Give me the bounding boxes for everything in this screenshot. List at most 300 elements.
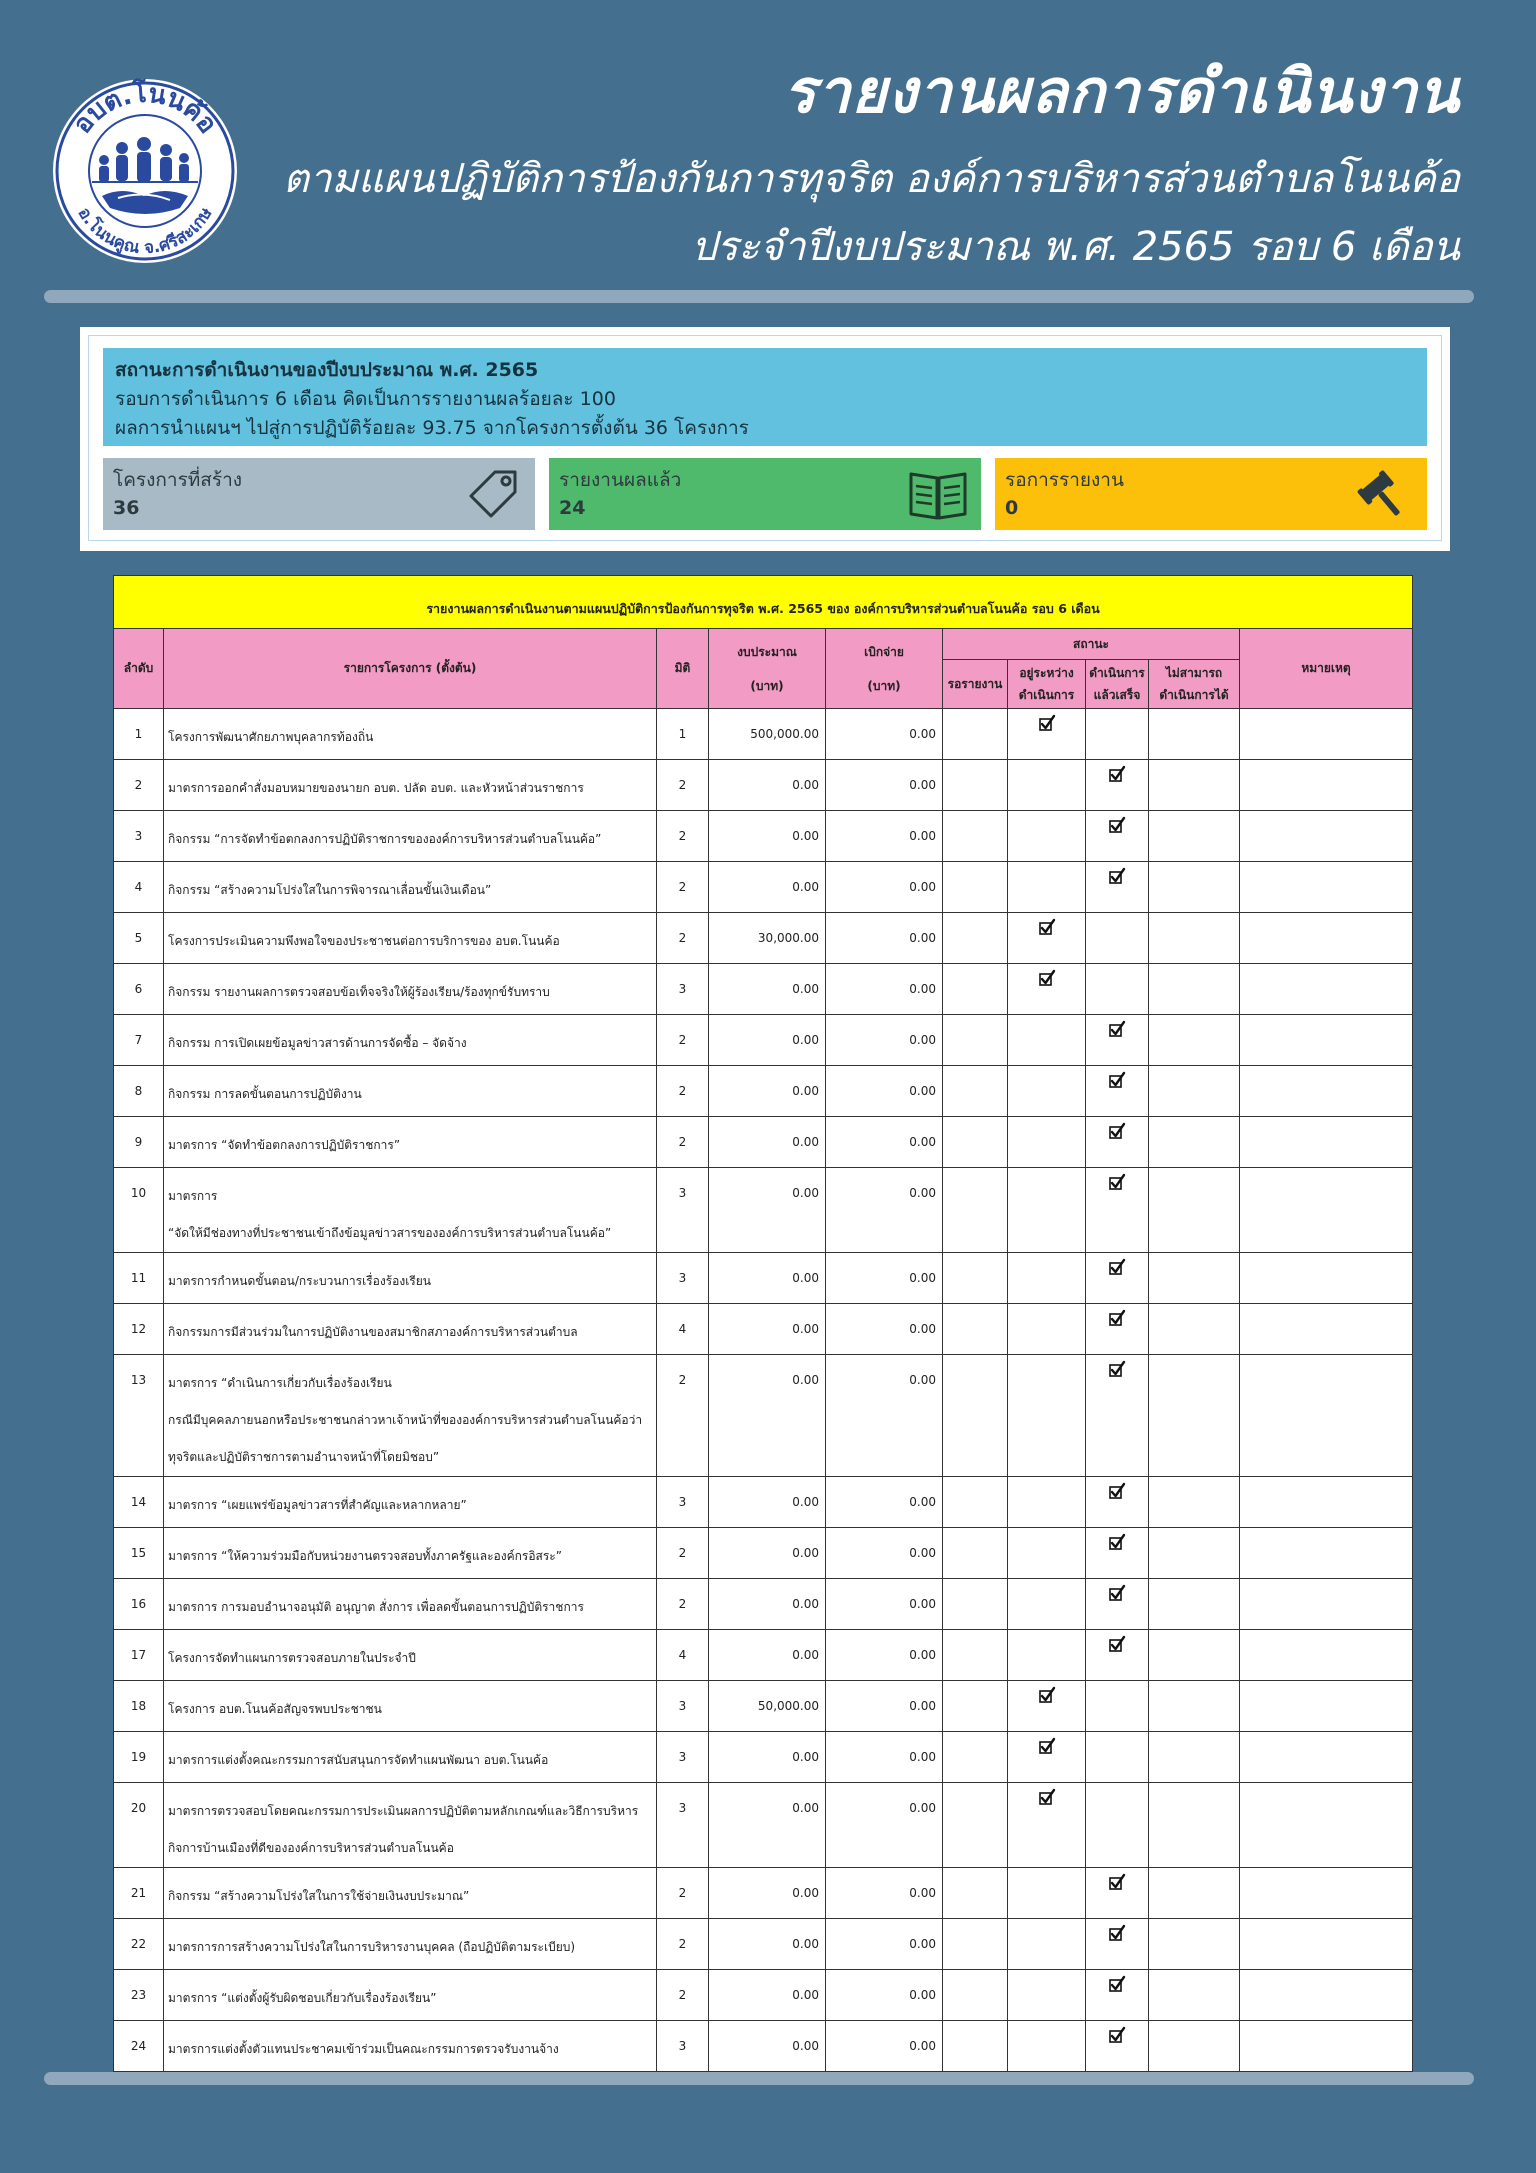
status-cell-cannot bbox=[1149, 1630, 1240, 1681]
checkmark-icon bbox=[1108, 1580, 1126, 1617]
table-row bbox=[114, 709, 1413, 760]
row-remark bbox=[1240, 2021, 1413, 2072]
header-project: รายการโครงการ (ตั้งต้น) bbox=[164, 629, 657, 709]
row-number: 21 bbox=[114, 1868, 164, 1919]
status-cell-progress bbox=[1008, 1477, 1086, 1528]
row-dimension: 1 bbox=[657, 709, 709, 760]
header-status-progress-2: ดำเนินการ bbox=[1018, 688, 1075, 702]
row-spent: 0.00 bbox=[826, 913, 943, 964]
table-row bbox=[114, 1732, 1413, 1783]
status-cell-progress bbox=[1008, 1355, 1086, 1477]
row-spent: 0.00 bbox=[826, 1066, 943, 1117]
status-cell-done bbox=[1086, 913, 1149, 964]
status-cell-done bbox=[1086, 1579, 1149, 1630]
checkmark-icon bbox=[1038, 1682, 1056, 1719]
row-number: 9 bbox=[114, 1117, 164, 1168]
project-name-line: มาตรการ “เผยแพร่ข้อมูลข่าวสารที่สำคัญและหลากหลาย” bbox=[168, 1498, 467, 1512]
header-no: ลำดับ bbox=[114, 629, 164, 709]
status-cell-wait bbox=[943, 1477, 1008, 1528]
row-number: 14 bbox=[114, 1477, 164, 1528]
row-spent: 0.00 bbox=[826, 709, 943, 760]
row-project-name bbox=[164, 1528, 657, 1579]
status-cell-cannot bbox=[1149, 1304, 1240, 1355]
status-cell-cannot bbox=[1149, 1868, 1240, 1919]
project-name-line: มาตรการ การมอบอำนาจอนุมัติ อนุญาต สั่งการ เพื่อลดขั้นตอนการปฏิบัติราชการ bbox=[168, 1600, 584, 1614]
page-subtitle: ตามแผนปฏิบัติการป้องกันการทุจริต องค์การบริหารส่วนตำบลโนนค้อ bbox=[283, 156, 1460, 202]
status-line-2: รอบการดำเนินการ 6 เดือน คิดเป็นการรายงานผลร้อยละ 100 bbox=[115, 388, 616, 410]
table-row bbox=[114, 1868, 1413, 1919]
row-project-name bbox=[164, 2021, 657, 2072]
status-cell-progress bbox=[1008, 1528, 1086, 1579]
checkmark-icon bbox=[1108, 1067, 1126, 1104]
project-name-line: มาตรการแต่งตั้งคณะกรรมการสนับสนุนการจัดทำแผนพัฒนา อบต.โนนค้อ bbox=[168, 1753, 549, 1767]
project-name-line: “จัดให้มีช่องทางที่ประชาชนเข้าถึงข้อมูลข่าวสารขององค์การบริหารส่วนตำบลโนนค้อ” bbox=[168, 1226, 612, 1240]
checkmark-icon bbox=[1108, 1869, 1126, 1906]
status-cell-wait bbox=[943, 760, 1008, 811]
row-budget: 0.00 bbox=[709, 1919, 826, 1970]
row-remark bbox=[1240, 709, 1413, 760]
status-cell-wait bbox=[943, 2021, 1008, 2072]
header-status-done bbox=[1086, 660, 1149, 709]
row-spent: 0.00 bbox=[826, 1919, 943, 1970]
table-caption: รายงานผลการดำเนินงานตามแผนปฏิบัติการป้องกันการทุจริต พ.ศ. 2565 ของ องค์การบริหารส่วนตำบลโนนค้อ รอบ 6 เดือน bbox=[114, 576, 1413, 629]
card-value: 24 bbox=[559, 497, 586, 519]
header-spent bbox=[826, 629, 943, 709]
report-table-container bbox=[113, 575, 1412, 2072]
table-row bbox=[114, 1066, 1413, 1117]
row-budget: 0.00 bbox=[709, 1868, 826, 1919]
project-name-line: มาตรการ “แต่งตั้งผู้รับผิดชอบเกี่ยวกับเรื่องร้องเรียน” bbox=[168, 1991, 437, 2005]
status-cell-progress bbox=[1008, 1919, 1086, 1970]
status-cell-done bbox=[1086, 1015, 1149, 1066]
status-cell-done bbox=[1086, 1168, 1149, 1253]
row-number: 8 bbox=[114, 1066, 164, 1117]
row-budget: 0.00 bbox=[709, 1066, 826, 1117]
row-remark bbox=[1240, 1783, 1413, 1868]
card-projects-created bbox=[103, 458, 535, 530]
status-cell-done bbox=[1086, 709, 1149, 760]
row-spent: 0.00 bbox=[826, 1630, 943, 1681]
checkmark-icon bbox=[1108, 1016, 1126, 1053]
card-label: รายงานผลแล้ว bbox=[559, 469, 682, 491]
row-budget: 0.00 bbox=[709, 1579, 826, 1630]
card-label: รอการรายงาน bbox=[1005, 469, 1124, 491]
header-budget-label: งบประมาณ bbox=[737, 644, 797, 659]
row-remark bbox=[1240, 1168, 1413, 1253]
header-status-cannot bbox=[1149, 660, 1240, 709]
header-status-cannot-1: ไม่สามารถ bbox=[1165, 666, 1223, 680]
row-dimension: 3 bbox=[657, 964, 709, 1015]
header-status-progress-1: อยู่ระหว่าง bbox=[1019, 666, 1074, 680]
logo-bottom-text: อ.โนนคูณ จ.ศรีสะเกษ bbox=[73, 204, 217, 259]
row-budget: 0.00 bbox=[709, 1477, 826, 1528]
header-status: สถานะ bbox=[943, 629, 1240, 660]
row-dimension: 2 bbox=[657, 811, 709, 862]
table-row bbox=[114, 1579, 1413, 1630]
status-cell-progress bbox=[1008, 1066, 1086, 1117]
checkmark-icon bbox=[1108, 2022, 1126, 2059]
row-number: 16 bbox=[114, 1579, 164, 1630]
status-cell-wait bbox=[943, 1970, 1008, 2021]
row-number: 4 bbox=[114, 862, 164, 913]
row-project-name bbox=[164, 709, 657, 760]
row-dimension: 2 bbox=[657, 862, 709, 913]
status-cell-cannot bbox=[1149, 1681, 1240, 1732]
row-remark bbox=[1240, 1919, 1413, 1970]
checkmark-icon bbox=[1108, 1118, 1126, 1155]
status-cell-cannot bbox=[1149, 1253, 1240, 1304]
status-cell-wait bbox=[943, 1355, 1008, 1477]
row-spent: 0.00 bbox=[826, 1015, 943, 1066]
status-cell-done bbox=[1086, 1528, 1149, 1579]
checkmark-icon bbox=[1108, 1478, 1126, 1515]
table-body bbox=[114, 709, 1413, 2072]
status-line-3: ผลการนำแผนฯ ไปสู่การปฏิบัติร้อยละ 93.75 จากโครงการตั้งต้น 36 โครงการ bbox=[115, 417, 749, 439]
row-budget: 0.00 bbox=[709, 1528, 826, 1579]
status-cell-progress bbox=[1008, 1304, 1086, 1355]
status-cell-progress bbox=[1008, 1630, 1086, 1681]
row-spent: 0.00 bbox=[826, 1868, 943, 1919]
table-row bbox=[114, 1528, 1413, 1579]
status-panel bbox=[80, 327, 1450, 551]
project-name-line: มาตรการ bbox=[168, 1189, 218, 1203]
row-remark bbox=[1240, 1970, 1413, 2021]
row-budget: 0.00 bbox=[709, 1783, 826, 1868]
status-cell-done bbox=[1086, 1919, 1149, 1970]
status-cell-wait bbox=[943, 1868, 1008, 1919]
checkmark-icon bbox=[1038, 1733, 1056, 1770]
project-name-line: มาตรการ “ให้ความร่วมมือกับหน่วยงานตรวจสอบทั้งภาครัฐและองค์กรอิสระ” bbox=[168, 1549, 562, 1563]
status-cell-wait bbox=[943, 1783, 1008, 1868]
row-dimension: 2 bbox=[657, 760, 709, 811]
status-cell-done bbox=[1086, 1732, 1149, 1783]
table-row bbox=[114, 1304, 1413, 1355]
status-cell-done bbox=[1086, 1253, 1149, 1304]
status-cell-done bbox=[1086, 1304, 1149, 1355]
row-dimension: 2 bbox=[657, 1919, 709, 1970]
status-cell-done bbox=[1086, 1681, 1149, 1732]
row-dimension: 2 bbox=[657, 1355, 709, 1477]
row-project-name bbox=[164, 1732, 657, 1783]
checkmark-icon bbox=[1108, 1356, 1126, 1393]
status-cell-progress bbox=[1008, 1868, 1086, 1919]
status-cell-wait bbox=[943, 1117, 1008, 1168]
row-dimension: 3 bbox=[657, 1477, 709, 1528]
row-number: 11 bbox=[114, 1253, 164, 1304]
status-cell-done bbox=[1086, 1868, 1149, 1919]
status-cell-progress bbox=[1008, 862, 1086, 913]
row-remark bbox=[1240, 1477, 1413, 1528]
table-row bbox=[114, 1015, 1413, 1066]
status-cell-done bbox=[1086, 964, 1149, 1015]
row-budget: 0.00 bbox=[709, 862, 826, 913]
row-spent: 0.00 bbox=[826, 1304, 943, 1355]
row-remark bbox=[1240, 1868, 1413, 1919]
row-number: 22 bbox=[114, 1919, 164, 1970]
table-row bbox=[114, 1355, 1413, 1477]
page-title: รายงานผลการดำเนินงาน bbox=[783, 57, 1460, 127]
row-dimension: 2 bbox=[657, 1579, 709, 1630]
row-project-name bbox=[164, 811, 657, 862]
row-spent: 0.00 bbox=[826, 1168, 943, 1253]
row-remark bbox=[1240, 1117, 1413, 1168]
status-cell-done bbox=[1086, 862, 1149, 913]
project-name-line: โครงการจัดทำแผนการตรวจสอบภายในประจำปี bbox=[168, 1651, 416, 1665]
row-spent: 0.00 bbox=[826, 1783, 943, 1868]
row-budget: 0.00 bbox=[709, 1355, 826, 1477]
row-spent: 0.00 bbox=[826, 1681, 943, 1732]
table-row bbox=[114, 913, 1413, 964]
header-status-cannot-2: ดำเนินการได้ bbox=[1159, 688, 1229, 702]
row-spent: 0.00 bbox=[826, 1528, 943, 1579]
gavel-icon bbox=[1355, 466, 1415, 522]
row-dimension: 2 bbox=[657, 1117, 709, 1168]
row-number: 12 bbox=[114, 1304, 164, 1355]
checkmark-icon bbox=[1108, 1631, 1126, 1668]
row-number: 19 bbox=[114, 1732, 164, 1783]
row-number: 20 bbox=[114, 1783, 164, 1868]
row-budget: 0.00 bbox=[709, 1117, 826, 1168]
row-dimension: 2 bbox=[657, 913, 709, 964]
row-remark bbox=[1240, 1015, 1413, 1066]
row-project-name bbox=[164, 1168, 657, 1253]
status-cell-wait bbox=[943, 1015, 1008, 1066]
row-remark bbox=[1240, 862, 1413, 913]
row-number: 17 bbox=[114, 1630, 164, 1681]
status-cell-wait bbox=[943, 1253, 1008, 1304]
row-number: 10 bbox=[114, 1168, 164, 1253]
card-label: โครงการที่สร้าง bbox=[113, 469, 243, 491]
row-dimension: 3 bbox=[657, 1783, 709, 1868]
status-cell-wait bbox=[943, 1919, 1008, 1970]
checkmark-icon bbox=[1108, 1169, 1126, 1206]
row-project-name bbox=[164, 1783, 657, 1868]
status-cell-done bbox=[1086, 1355, 1149, 1477]
tag-icon bbox=[463, 466, 523, 522]
status-cell-cannot bbox=[1149, 1970, 1240, 2021]
checkmark-icon bbox=[1038, 1784, 1056, 1821]
row-remark bbox=[1240, 811, 1413, 862]
row-budget: 50,000.00 bbox=[709, 1681, 826, 1732]
row-budget: 0.00 bbox=[709, 1630, 826, 1681]
header-spent-label: เบิกจ่าย bbox=[864, 644, 904, 659]
table-row bbox=[114, 760, 1413, 811]
row-remark bbox=[1240, 1355, 1413, 1477]
row-number: 15 bbox=[114, 1528, 164, 1579]
status-cell-progress bbox=[1008, 1681, 1086, 1732]
row-project-name bbox=[164, 1015, 657, 1066]
checkmark-icon bbox=[1108, 1971, 1126, 2008]
row-remark bbox=[1240, 1579, 1413, 1630]
row-spent: 0.00 bbox=[826, 964, 943, 1015]
header-status-wait: รอรายงาน bbox=[943, 660, 1008, 709]
status-cell-cannot bbox=[1149, 1015, 1240, 1066]
header-budget bbox=[709, 629, 826, 709]
status-cell-progress bbox=[1008, 1117, 1086, 1168]
status-cell-wait bbox=[943, 913, 1008, 964]
row-remark bbox=[1240, 1066, 1413, 1117]
checkmark-icon bbox=[1038, 710, 1056, 747]
checkmark-icon bbox=[1108, 812, 1126, 849]
row-remark bbox=[1240, 1630, 1413, 1681]
table-row bbox=[114, 964, 1413, 1015]
status-cell-cannot bbox=[1149, 1732, 1240, 1783]
checkmark-icon bbox=[1108, 1529, 1126, 1566]
project-name-line: มาตรการ “จัดทำข้อตกลงการปฏิบัติราชการ” bbox=[168, 1138, 401, 1152]
row-spent: 0.00 bbox=[826, 1253, 943, 1304]
status-cell-cannot bbox=[1149, 1355, 1240, 1477]
checkmark-icon bbox=[1038, 965, 1056, 1002]
row-spent: 0.00 bbox=[826, 1579, 943, 1630]
status-cell-wait bbox=[943, 1066, 1008, 1117]
project-name-line: โครงการประเมินความพึงพอใจของประชาชนต่อการบริการของ อบต.โนนค้อ bbox=[168, 934, 560, 948]
row-budget: 500,000.00 bbox=[709, 709, 826, 760]
status-cell-wait bbox=[943, 1528, 1008, 1579]
row-budget: 0.00 bbox=[709, 2021, 826, 2072]
row-budget: 0.00 bbox=[709, 811, 826, 862]
status-cell-cannot bbox=[1149, 760, 1240, 811]
status-cell-progress bbox=[1008, 964, 1086, 1015]
card-value: 36 bbox=[113, 497, 140, 519]
row-number: 18 bbox=[114, 1681, 164, 1732]
row-spent: 0.00 bbox=[826, 2021, 943, 2072]
project-name-line: มาตรการการสร้างความโปร่งใสในการบริหารงานบุคคล (ถือปฏิบัติตามระเบียบ) bbox=[168, 1940, 576, 1954]
table-row bbox=[114, 1253, 1413, 1304]
card-value: 0 bbox=[1005, 497, 1019, 519]
status-cell-cannot bbox=[1149, 1919, 1240, 1970]
row-dimension: 4 bbox=[657, 1630, 709, 1681]
status-cell-cannot bbox=[1149, 1783, 1240, 1868]
row-number: 13 bbox=[114, 1355, 164, 1477]
row-budget: 0.00 bbox=[709, 1970, 826, 2021]
row-budget: 0.00 bbox=[709, 1168, 826, 1253]
status-cell-cannot bbox=[1149, 1528, 1240, 1579]
table-row bbox=[114, 1970, 1413, 2021]
row-dimension: 2 bbox=[657, 1066, 709, 1117]
status-cell-progress bbox=[1008, 760, 1086, 811]
status-cell-done bbox=[1086, 1630, 1149, 1681]
header-spent-unit: (บาท) bbox=[867, 678, 901, 693]
row-project-name bbox=[164, 1630, 657, 1681]
header-status-progress bbox=[1008, 660, 1086, 709]
status-cell-done bbox=[1086, 2021, 1149, 2072]
status-cell-progress bbox=[1008, 1168, 1086, 1253]
row-budget: 30,000.00 bbox=[709, 913, 826, 964]
row-project-name bbox=[164, 862, 657, 913]
row-project-name bbox=[164, 1868, 657, 1919]
row-project-name bbox=[164, 1066, 657, 1117]
row-number: 3 bbox=[114, 811, 164, 862]
book-icon bbox=[907, 466, 969, 522]
status-cell-cannot bbox=[1149, 1117, 1240, 1168]
row-dimension: 3 bbox=[657, 2021, 709, 2072]
status-cell-cannot bbox=[1149, 913, 1240, 964]
project-name-line: โครงการ อบต.โนนค้อสัญจรพบประชาชน bbox=[168, 1702, 382, 1716]
status-cell-wait bbox=[943, 1168, 1008, 1253]
row-dimension: 2 bbox=[657, 1015, 709, 1066]
status-cell-done bbox=[1086, 1970, 1149, 2021]
row-budget: 0.00 bbox=[709, 1304, 826, 1355]
status-cell-wait bbox=[943, 811, 1008, 862]
header-remark: หมายเหตุ bbox=[1240, 629, 1413, 709]
status-cell-progress bbox=[1008, 1253, 1086, 1304]
status-cell-progress bbox=[1008, 709, 1086, 760]
header-budget-unit: (บาท) bbox=[750, 678, 784, 693]
project-name-line: กิจกรรมการมีส่วนร่วมในการปฏิบัติงานของสมาชิกสภาองค์การบริหารส่วนตำบล bbox=[168, 1325, 578, 1339]
row-dimension: 3 bbox=[657, 1681, 709, 1732]
status-cell-wait bbox=[943, 709, 1008, 760]
row-remark bbox=[1240, 760, 1413, 811]
row-remark bbox=[1240, 1304, 1413, 1355]
row-dimension: 2 bbox=[657, 1970, 709, 2021]
project-name-line: กิจการบ้านเมืองที่ดีขององค์การบริหารส่วนตำบลโนนค้อ bbox=[168, 1841, 454, 1855]
status-cell-progress bbox=[1008, 1970, 1086, 2021]
project-name-line: กิจกรรม รายงานผลการตรวจสอบข้อเท็จจริงให้ผู้ร้องเรียน/ร้องทุกข์รับทราบ bbox=[168, 985, 550, 999]
checkmark-icon bbox=[1108, 1920, 1126, 1957]
status-cell-done bbox=[1086, 1117, 1149, 1168]
status-cell-progress bbox=[1008, 811, 1086, 862]
row-budget: 0.00 bbox=[709, 1253, 826, 1304]
row-number: 1 bbox=[114, 709, 164, 760]
status-cell-done bbox=[1086, 811, 1149, 862]
project-name-line: กิจกรรม การเปิดเผยข้อมูลข่าวสารด้านการจัดซื้อ – จัดจ้าง bbox=[168, 1036, 467, 1050]
checkmark-icon bbox=[1108, 1305, 1126, 1342]
row-project-name bbox=[164, 913, 657, 964]
status-cell-done bbox=[1086, 760, 1149, 811]
status-summary bbox=[103, 348, 1427, 446]
table-row bbox=[114, 1783, 1413, 1868]
row-spent: 0.00 bbox=[826, 811, 943, 862]
status-cell-cannot bbox=[1149, 1066, 1240, 1117]
status-cell-cannot bbox=[1149, 1477, 1240, 1528]
status-cell-wait bbox=[943, 1630, 1008, 1681]
divider-top bbox=[44, 290, 1474, 303]
row-dimension: 3 bbox=[657, 1253, 709, 1304]
row-number: 7 bbox=[114, 1015, 164, 1066]
row-project-name bbox=[164, 1355, 657, 1477]
table-row bbox=[114, 1681, 1413, 1732]
status-cell-progress bbox=[1008, 913, 1086, 964]
status-cell-done bbox=[1086, 1066, 1149, 1117]
card-reported bbox=[549, 458, 981, 530]
status-cell-cannot bbox=[1149, 811, 1240, 862]
table-row bbox=[114, 1117, 1413, 1168]
project-name-line: กิจกรรม “สร้างความโปร่งใสในการใช้จ่ายเงินงบประมาณ” bbox=[168, 1889, 470, 1903]
header-dimension: มิติ bbox=[657, 629, 709, 709]
row-dimension: 3 bbox=[657, 1168, 709, 1253]
row-project-name bbox=[164, 1477, 657, 1528]
status-cell-cannot bbox=[1149, 1168, 1240, 1253]
row-remark bbox=[1240, 964, 1413, 1015]
table-row bbox=[114, 1168, 1413, 1253]
project-name-line: มาตรการแต่งตั้งตัวแทนประชาคมเข้าร่วมเป็นคณะกรรมการตรวจรับงานจ้าง bbox=[168, 2042, 559, 2056]
status-cell-wait bbox=[943, 1732, 1008, 1783]
row-budget: 0.00 bbox=[709, 964, 826, 1015]
divider-bottom bbox=[44, 2072, 1474, 2085]
row-project-name bbox=[164, 1970, 657, 2021]
status-cell-cannot bbox=[1149, 964, 1240, 1015]
row-spent: 0.00 bbox=[826, 1117, 943, 1168]
row-dimension: 4 bbox=[657, 1304, 709, 1355]
table-row bbox=[114, 2021, 1413, 2072]
project-name-line: มาตรการตรวจสอบโดยคณะกรรมการประเมินผลการปฏิบัติตามหลักเกณฑ์และวิธีการบริหาร bbox=[168, 1804, 639, 1818]
report-table bbox=[113, 575, 1413, 2072]
row-number: 6 bbox=[114, 964, 164, 1015]
row-remark bbox=[1240, 1681, 1413, 1732]
row-remark bbox=[1240, 1253, 1413, 1304]
row-number: 24 bbox=[114, 2021, 164, 2072]
row-remark bbox=[1240, 913, 1413, 964]
